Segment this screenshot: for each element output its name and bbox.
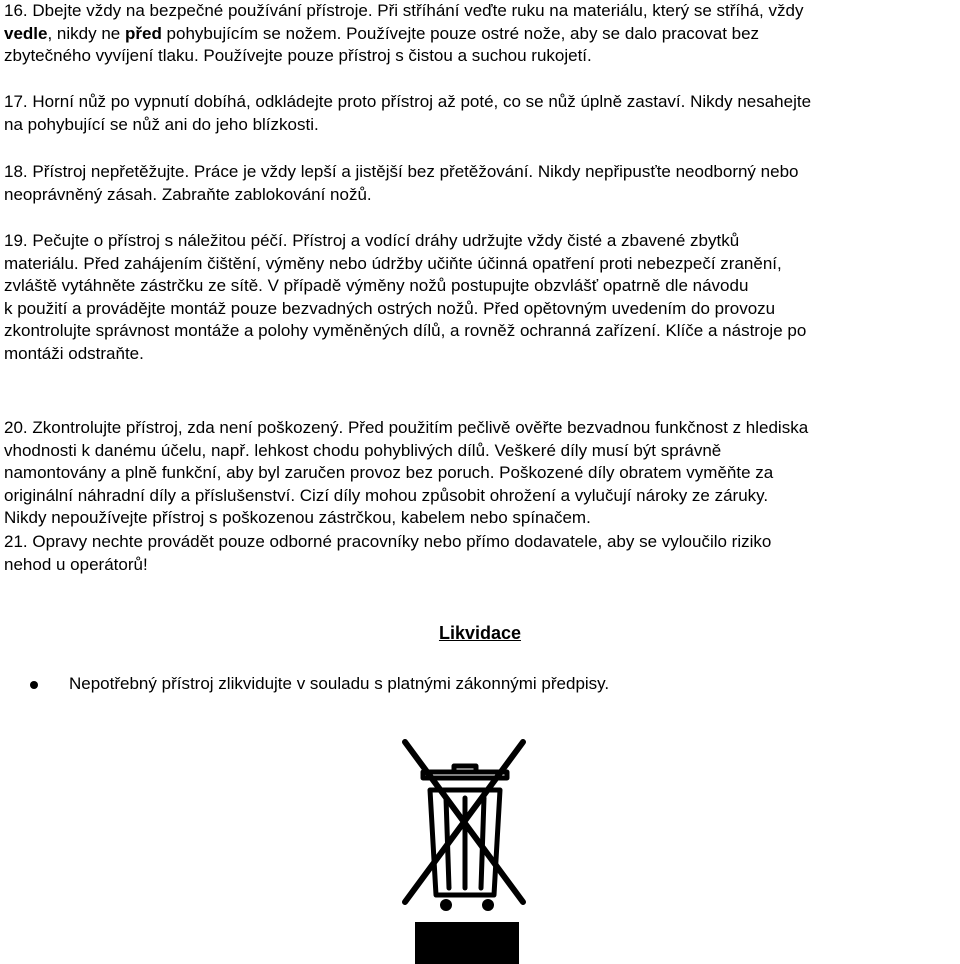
text-run: originální náhradní díly a příslušenství. Cizí díly mohou způsobit ohrožení a vylučují nároky ze záruky. [4,485,769,505]
text-run: pohybujícím se nožem. Používejte pouze ostré nože, aby se dalo pracovat bez [161,23,760,43]
text-run: vhodnosti k danému účelu, např. lehkost chodu pohyblivých dílů. Veškeré díly musí být správně [4,440,722,460]
text-run: zbytečného vyvíjení tlaku. Používejte pouze přístroj s čistou a suchou rukojetí. [4,46,592,66]
text-run: montáži odstraňte. [4,343,144,363]
text-run: Nikdy nepoužívejte přístroj s poškozenou zástrčkou, kabelem nebo spínačem. [4,508,591,528]
text-run: neoprávněný zásah. Zabraňte zablokování nožů. [4,184,372,204]
bin-wheel [482,899,494,911]
text-run: nehod u operátorů! [4,554,148,574]
text-run: 19. Pečujte o přístroj s náležitou péčí. Přístroj a vodící dráhy udržujte vždy čisté a zbavené zbytků [4,231,740,250]
disposal-instruction: Nepotřebný přístroj zlikvidujte v souladu s platnými zákonnými předpisy. [69,674,610,693]
text-run: zvláště vytáhněte zástrčku ze sítě. V případě výměny nožů postupujte obzvlášť opatrně dle návodu [4,276,749,296]
text-run: 17. Horní nůž po vypnutí dobíhá, odkládejte proto přístroj až poté, co se nůž úplně zastaví. Nikdy nesahejte [4,92,812,111]
text-run: , nikdy ne [47,23,125,43]
emphasis-text: před [124,23,162,43]
text-run: materiálu. Před zahájením čištění, výměny nebo údržby učiňte účinná opatření proti nebezpečí zranění, [4,253,782,273]
text-run: na pohybující se nůž ani do jeho blízkosti. [4,114,319,134]
weee-bar [415,922,519,964]
disposal-heading: Likvidace [438,623,522,643]
emphasis-text: vedle [4,23,48,43]
text-run: k použití a provádějte montáž pouze bezvadných ostrých nožů. Před opětovným uvedením do provozu [4,298,776,318]
text-run: 16. Dbejte vždy na bezpečné používání přístroje. Při stříhání veďte ruku na materiálu, který se stříhá, vždy [4,1,804,20]
text-run: 20. Zkontrolujte přístroj, zda není poškozený. Před použitím pečlivě ověřte bezvadnou funkčnost z hlediska [4,418,809,437]
text-run: zkontrolujte správnost montáže a polohy vyměněných dílů, a rovněž ochranná zařízení. Klíče a nástroje po [4,321,807,341]
text-run: namontovány a plně funkční, aby byl zaručen provoz bez poruch. Poškozené díly obratem vyměňte za [4,463,774,483]
bin-wheel [440,899,452,911]
text-run: 18. Přístroj nepřetěžujte. Práce je vždy lepší a jistější bez přetěžování. Nikdy nepřipusťte neodborný nebo [4,162,799,181]
text-run: 21. Opravy nechte provádět pouze odborné pracovníky nebo přímo dodavatele, aby se vyloučilo riziko [4,532,772,551]
